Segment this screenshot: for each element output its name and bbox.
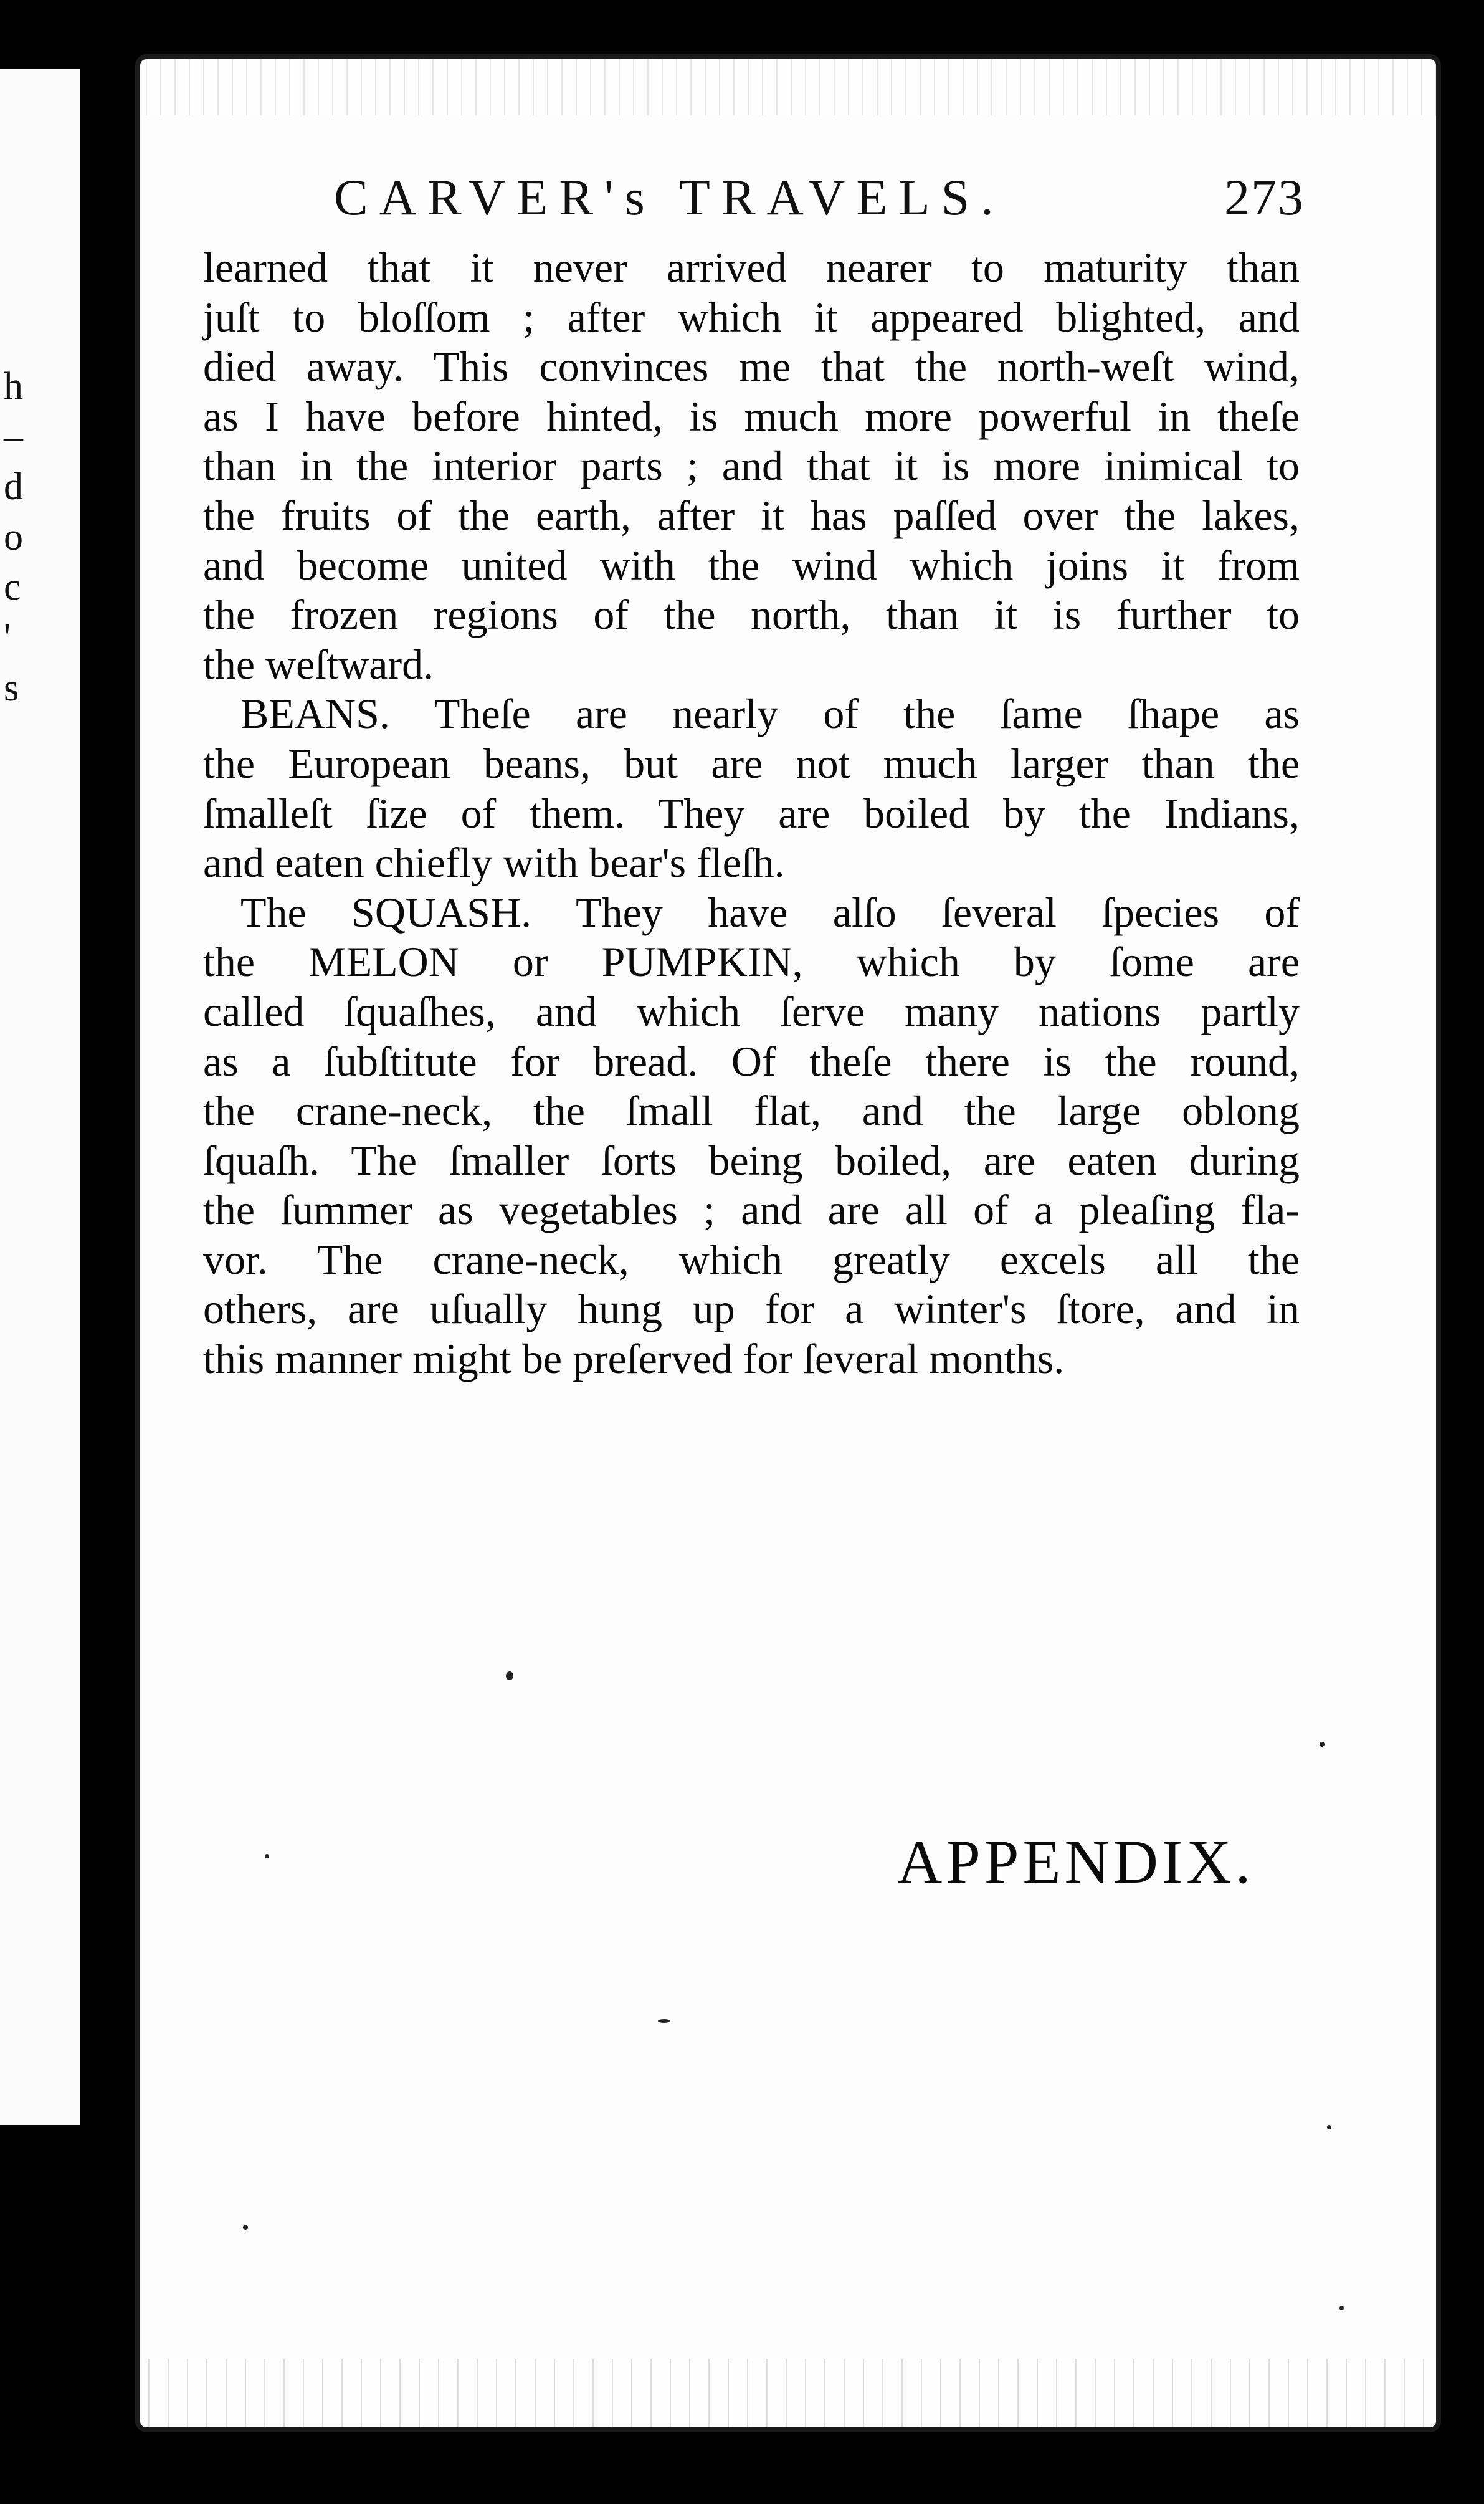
facing-mark: d [4, 466, 23, 509]
facing-page-marks [4, 361, 41, 713]
scan-speck [265, 1854, 269, 1858]
page-number: 273 [1224, 169, 1305, 226]
appendix-heading: APPENDIX. [897, 1827, 1255, 1896]
text-line: The SQUASH. They have alſo ſeveral ſpecies of [240, 888, 1300, 936]
running-title: CARVER's TRAVELS. [334, 169, 1005, 226]
facing-mark: c [4, 566, 21, 609]
text-line: this manner might be preſerved for ſeveral months. [203, 1335, 1065, 1383]
text-line: BEANS. Theſe are nearly of the ſame ſhape as [240, 690, 1300, 738]
scan-speck [1320, 1742, 1325, 1747]
facing-mark: s [4, 666, 19, 709]
text-line: the MELON or PUMPKIN, which by ſome are [203, 938, 1300, 986]
scan-speck [1339, 2306, 1344, 2310]
text-line: vor. The crane-neck, which greatly excels all the [203, 1235, 1300, 1283]
text-line: the fruits of the earth, after it has paſſed over the lakes, [203, 491, 1300, 539]
body-text [203, 243, 1300, 1384]
text-line: the ſummer as vegetables ; and are all of a pleaſing fla- [203, 1186, 1300, 1234]
text-line: died away. This convinces me that the north-weſt wind, [203, 343, 1300, 391]
facing-page-edge [0, 69, 88, 2125]
text-line: ſmalleſt ſize of them. They are boiled by the Indians, [203, 789, 1300, 837]
text-line: juſt to bloſſom ; after which it appeared blighted, and [203, 293, 1300, 341]
text-line: the crane-neck, the ſmall flat, and the large oblong [203, 1087, 1300, 1135]
text-line: and become united with the wind which joins it from [203, 541, 1300, 589]
facing-mark: ' [4, 616, 11, 659]
text-line: as a ſubſtitute for bread. Of theſe there is the round, [203, 1037, 1300, 1085]
text-line: ſquaſh. The ſmaller ſorts being boiled, are eaten during [203, 1136, 1300, 1184]
text-line: the European beans, but are not much larger than the [203, 739, 1300, 787]
facing-mark: h [4, 365, 23, 408]
scan-speck [506, 1671, 513, 1680]
facing-mark: – [4, 415, 23, 458]
text-line: others, are uſually hung up for a winter's ſtore, and in [203, 1285, 1300, 1333]
text-line: called ſquaſhes, and which ſerve many nations partly [203, 987, 1300, 1035]
scan-speck [658, 2019, 670, 2023]
text-line: learned that it never arrived nearer to maturity than [203, 244, 1300, 291]
text-line: than in the interior parts ; and that it is more inimical to [203, 442, 1300, 490]
scan-speck [1327, 2125, 1331, 2129]
text-line: and eaten chiefly with bear's fleſh. [203, 839, 785, 887]
running-head [191, 168, 1312, 231]
scan-speck [243, 2225, 248, 2230]
text-line: as I have before hinted, is much more powerful in theſe [203, 392, 1300, 440]
text-line: the frozen regions of the north, than it is further to [203, 591, 1300, 639]
text-line: the weſtward. [203, 640, 434, 688]
facing-mark: o [4, 515, 23, 558]
